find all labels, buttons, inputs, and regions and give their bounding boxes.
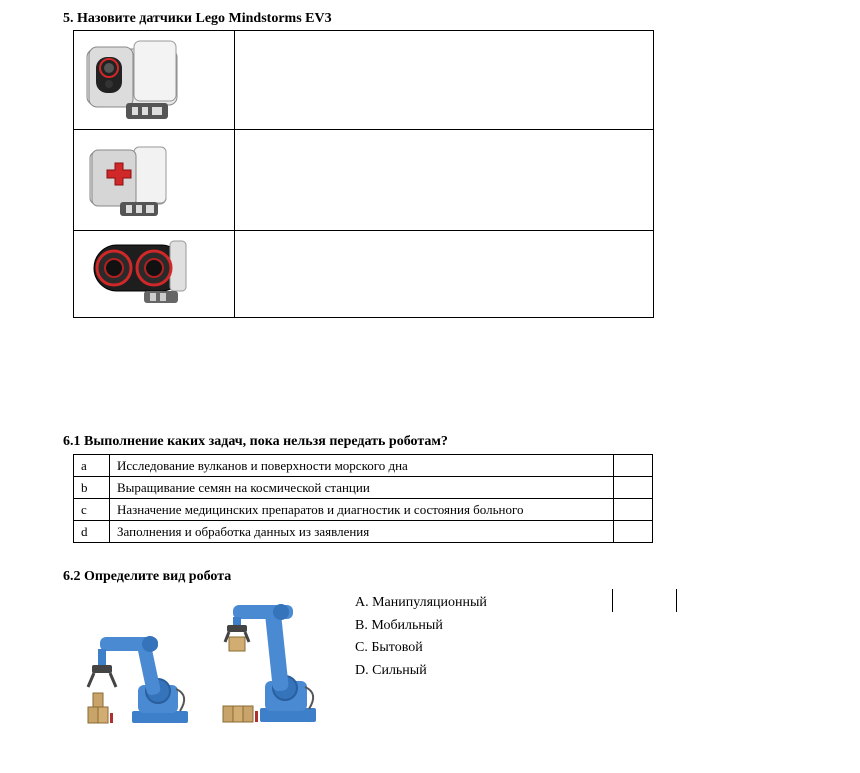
row-text: Исследование вулканов и поверхности морского дна xyxy=(110,455,614,477)
row-answer-cell[interactable] xyxy=(614,499,653,521)
question-6-2-title: 6.2 Определите вид робота xyxy=(63,569,232,584)
row-text: Заполнения и обработка данных из заявления xyxy=(110,521,614,543)
table-row xyxy=(74,130,654,231)
table-row xyxy=(74,521,653,543)
question-6-1-title: 6.1 Выполнение каких задач, пока нельзя передать роботам? xyxy=(63,434,448,449)
table-row xyxy=(74,31,654,130)
table-row xyxy=(74,499,653,521)
table-row xyxy=(74,477,653,499)
row-text: Выращивание семян на космической станции xyxy=(110,477,614,499)
ultrasonic-sensor-icon xyxy=(74,231,234,312)
row-letter: a xyxy=(74,455,110,477)
row-letter: c xyxy=(74,499,110,521)
sensor-answer-1[interactable] xyxy=(235,31,654,130)
row-answer-cell[interactable] xyxy=(614,477,653,499)
table-row xyxy=(74,455,653,477)
touch-sensor-icon xyxy=(74,130,234,225)
robot-arm-icon xyxy=(215,603,325,725)
answer-box-left-border xyxy=(612,589,613,612)
row-text: Назначение медицинских препаратов и диагностик и состояния больного xyxy=(110,499,614,521)
option-d[interactable]: D. Сильный xyxy=(355,662,427,678)
robot-type-options xyxy=(355,592,487,682)
task-table xyxy=(73,454,653,543)
option-c[interactable]: C. Бытовой xyxy=(355,640,423,655)
row-letter: d xyxy=(74,521,110,543)
robot-arm-icon xyxy=(80,625,200,725)
color-sensor-icon xyxy=(74,31,234,124)
sensor-table xyxy=(73,30,654,318)
row-letter: b xyxy=(74,477,110,499)
row-answer-cell[interactable] xyxy=(614,521,653,543)
sensor-answer-2[interactable] xyxy=(235,130,654,231)
option-a[interactable]: A. Манипуляционный xyxy=(355,595,487,610)
option-b[interactable]: B. Мобильный xyxy=(355,617,443,633)
sensor-answer-3[interactable] xyxy=(235,231,654,318)
question-5-title: 5. Назовите датчики Lego Mindstorms EV3 xyxy=(63,11,332,26)
answer-box-right-border xyxy=(676,589,677,612)
table-row xyxy=(74,231,654,318)
row-answer-cell[interactable] xyxy=(614,455,653,477)
